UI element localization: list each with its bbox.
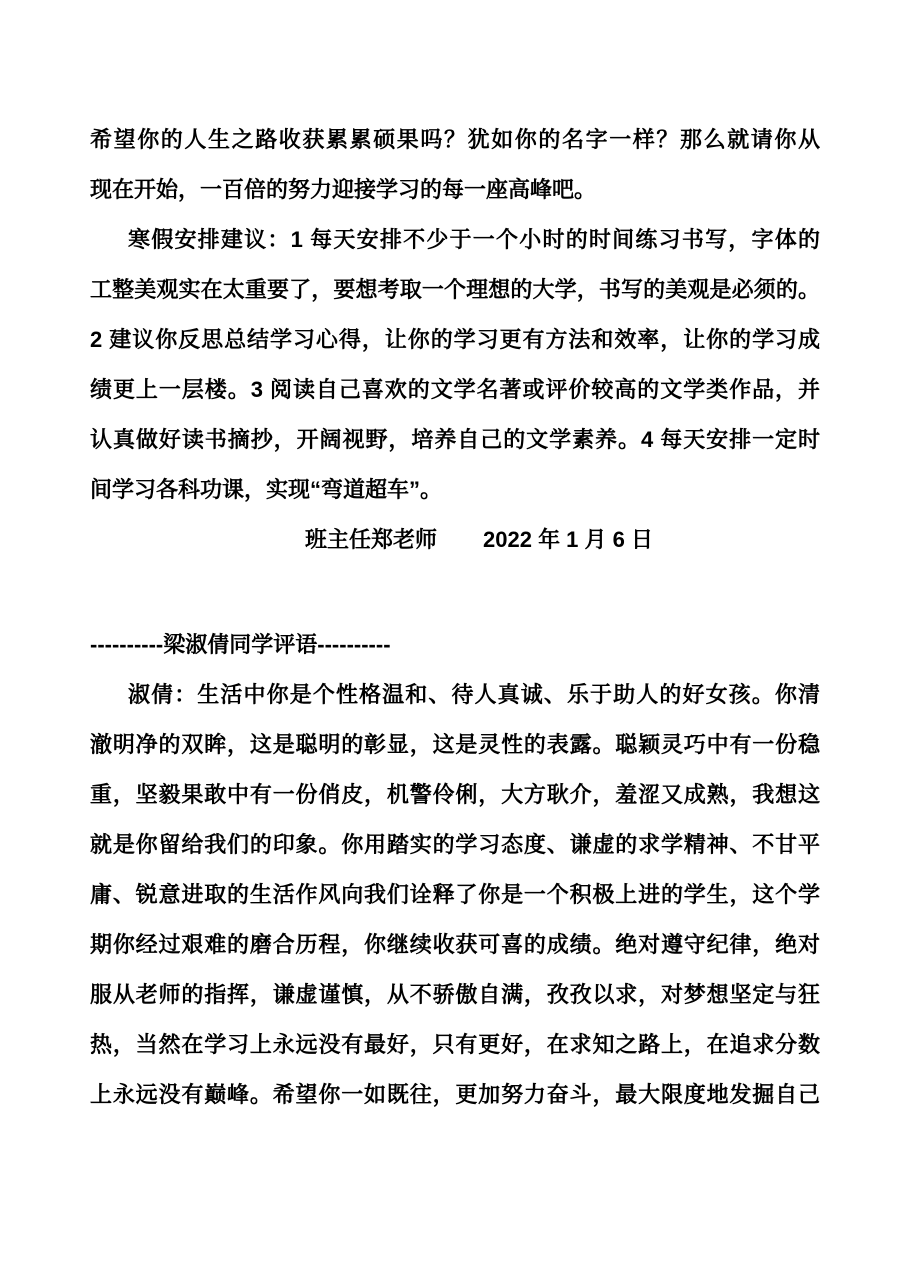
text-line: 工整美观实在太重要了，要想考取一个理想的大学，书写的美观是必须的。 [90, 277, 820, 302]
text-line: 间学习各科功课，实现“弯道超车”。 [90, 477, 443, 502]
comment-divider: ----------梁淑倩同学评语---------- [90, 632, 391, 657]
text-line: 澈明净的双眸，这是聪明的彰显，这是灵性的表露。聪颖灵巧中有一份稳 [90, 732, 820, 757]
text-line: 认真做好读书摘抄，开阔视野，培养自己的文学素养。4 每天安排一定时 [90, 427, 820, 452]
section-gap [90, 565, 820, 620]
text-line: 就是你留给我们的印象。你用踏实的学习态度、谦虚的求学精神、不甘平 [90, 832, 820, 857]
comment-paragraph [90, 670, 820, 1120]
text-line: 淑倩：生活中你是个性格温和、待人真诚、乐于助人的好女孩。你清 [128, 682, 820, 707]
student-comment-section [90, 620, 820, 1120]
text-line: 希望你的人生之路收获累累硕果吗？犹如你的名字一样？那么就请你从 [90, 127, 820, 152]
text-line: 上永远没有巅峰。希望你一如既往，更加努力奋斗，最大限度地发掘自己 [90, 1082, 820, 1107]
teacher-letter-section [90, 115, 820, 565]
signature-date: 2022 年 1 月 6 日 [483, 527, 653, 552]
text-line: 现在开始，一百倍的努力迎接学习的每一座高峰吧。 [90, 177, 597, 202]
text-line: 2 建议你反思总结学习心得，让你的学习更有方法和效率，让你的学习成 [90, 327, 820, 352]
signature-author: 班主任郑老师 [305, 527, 438, 552]
text-line: 重，坚毅果敢中有一份俏皮，机警伶俐，大方耿介，羞涩又成熟，我想这 [90, 782, 820, 807]
text-line: 庸、锐意进取的生活作风向我们诠释了你是一个积极上进的学生，这个学 [90, 882, 820, 907]
text-line: 期你经过艰难的磨合历程，你继续收获可喜的成绩。绝对遵守纪律，绝对 [90, 932, 820, 957]
letter-paragraph-holiday-advice [90, 215, 820, 515]
text-line: 服从老师的指挥，谦虚谨慎，从不骄傲自满，孜孜以求，对梦想坚定与狂 [90, 982, 820, 1007]
text-line: 寒假安排建议：1 每天安排不少于一个小时的时间练习书写，字体的 [128, 227, 820, 252]
text-line: 绩更上一层楼。3 阅读自己喜欢的文学名著或评价较高的文学类作品，并 [90, 377, 820, 402]
text-line: 热，当然在学习上永远没有最好，只有更好，在求知之路上，在追求分数 [90, 1032, 820, 1057]
signature-line [305, 515, 820, 565]
letter-paragraph-continuation [90, 115, 820, 215]
